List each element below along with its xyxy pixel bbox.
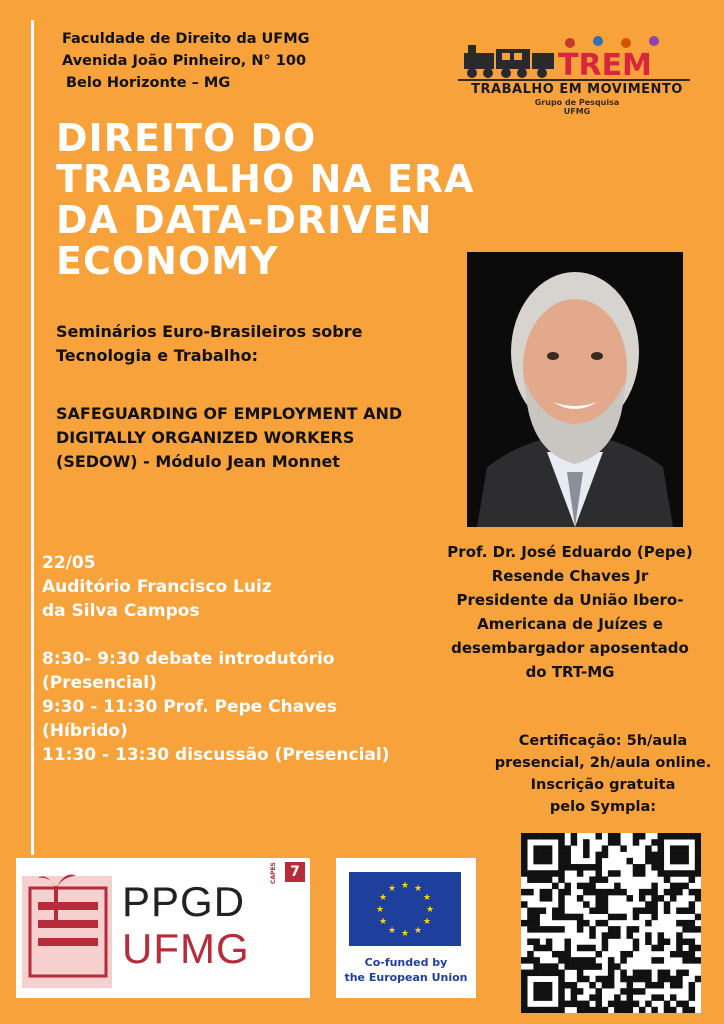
train-icon [458, 35, 690, 85]
schedule-line-4: (Híbrido) [42, 721, 128, 741]
event-venue-2: da Silva Campos [42, 601, 200, 621]
trem-subtitle [467, 98, 687, 116]
speaker-role-4: do TRT-MG [525, 663, 615, 681]
speaker-role-1: Presidente da União Ibero- [456, 591, 684, 609]
divider-line [31, 20, 34, 855]
cert-line-2: presencial, 2h/aula online. [494, 755, 712, 771]
speaker-role-3: desembargador aposentado [451, 639, 689, 657]
speaker-name-1: Prof. Dr. José Eduardo (Pepe) [447, 543, 693, 561]
address-line-1: Faculdade de Direito da UFMG [62, 31, 310, 47]
schedule-line-1: 8:30- 9:30 debate introdutório [42, 649, 335, 669]
sympla-qr-code[interactable] [521, 833, 701, 1013]
eu-line-1: Co-funded by [364, 956, 448, 969]
portrait-image [467, 252, 683, 527]
title-line-4: ECONOMY [56, 239, 279, 283]
trem-word: TREM [558, 48, 652, 83]
trem-subtitle-1: Grupo de Pesquisa [534, 98, 620, 107]
svg-text:★: ★ [375, 905, 385, 915]
speaker-photo [467, 252, 683, 527]
event-details [42, 551, 422, 767]
svg-text:★: ★ [422, 893, 432, 903]
address-block [62, 28, 310, 94]
svg-text:★: ★ [413, 926, 423, 936]
eu-cofunded-text [336, 955, 476, 985]
event-venue-1: Auditório Francisco Luiz [42, 577, 272, 597]
cert-line-3: Inscrição gratuita [530, 777, 676, 793]
speaker-name-2: Resende Chaves Jr [491, 567, 649, 585]
building-icon [16, 858, 126, 998]
ppgd-title: PPGD [122, 878, 246, 925]
title-line-1: DIREITO DO [56, 116, 317, 160]
address-line-2: Avenida João Pinheiro, N° 100 [62, 53, 307, 69]
svg-text:★: ★ [400, 929, 410, 939]
svg-text:★: ★ [387, 884, 397, 894]
svg-text:★: ★ [400, 881, 410, 891]
title-line-2: TRABALHO NA ERA [56, 157, 475, 201]
cert-line-4: pelo Sympla: [549, 799, 657, 815]
svg-text:★: ★ [422, 917, 432, 927]
title-line-3: DA DATA-DRIVEN [56, 198, 433, 242]
speaker-role-2: Americana de Juízes e [477, 615, 663, 633]
seminar-topic: SAFEGUARDING OF EMPLOYMENT AND DIGITALLY ORGANIZED WORKERS (SEDOW) - Módulo Jean Monnet [56, 404, 403, 471]
eu-stars-icon [349, 872, 461, 946]
schedule-line-5: 11:30 - 13:30 discussão (Presencial) [42, 745, 390, 765]
svg-text:★: ★ [378, 917, 388, 927]
eu-flag-icon [349, 872, 461, 946]
seminar-series: Seminários Euro-Brasileiros sobre Tecnologia e Trabalho: [56, 322, 363, 365]
certification-info [488, 730, 718, 818]
eu-line-2: the European Union [344, 971, 468, 984]
schedule-line-2: (Presencial) [42, 673, 157, 693]
trem-subtitle-2: UFMG [563, 107, 591, 116]
capes-label: CAPES [270, 862, 277, 884]
cert-line-1: Certificação: 5h/aula [518, 733, 688, 749]
capes-score-badge: 7 [285, 862, 305, 882]
svg-text:★: ★ [378, 893, 388, 903]
ufmg-title: UFMG [122, 925, 250, 972]
svg-text:★: ★ [425, 905, 435, 915]
svg-text:★: ★ [413, 884, 423, 894]
address-line-3: Belo Horizonte – MG [66, 75, 231, 91]
page-title [56, 118, 475, 282]
schedule-line-3: 9:30 - 11:30 Prof. Pepe Chaves [42, 697, 337, 717]
event-date: 22/05 [42, 553, 96, 573]
qr-code-icon [521, 833, 701, 1013]
trem-tagline: TRABALHO EM MOVIMENTO [471, 82, 683, 97]
speaker-info [425, 540, 715, 684]
svg-text:★: ★ [387, 926, 397, 936]
